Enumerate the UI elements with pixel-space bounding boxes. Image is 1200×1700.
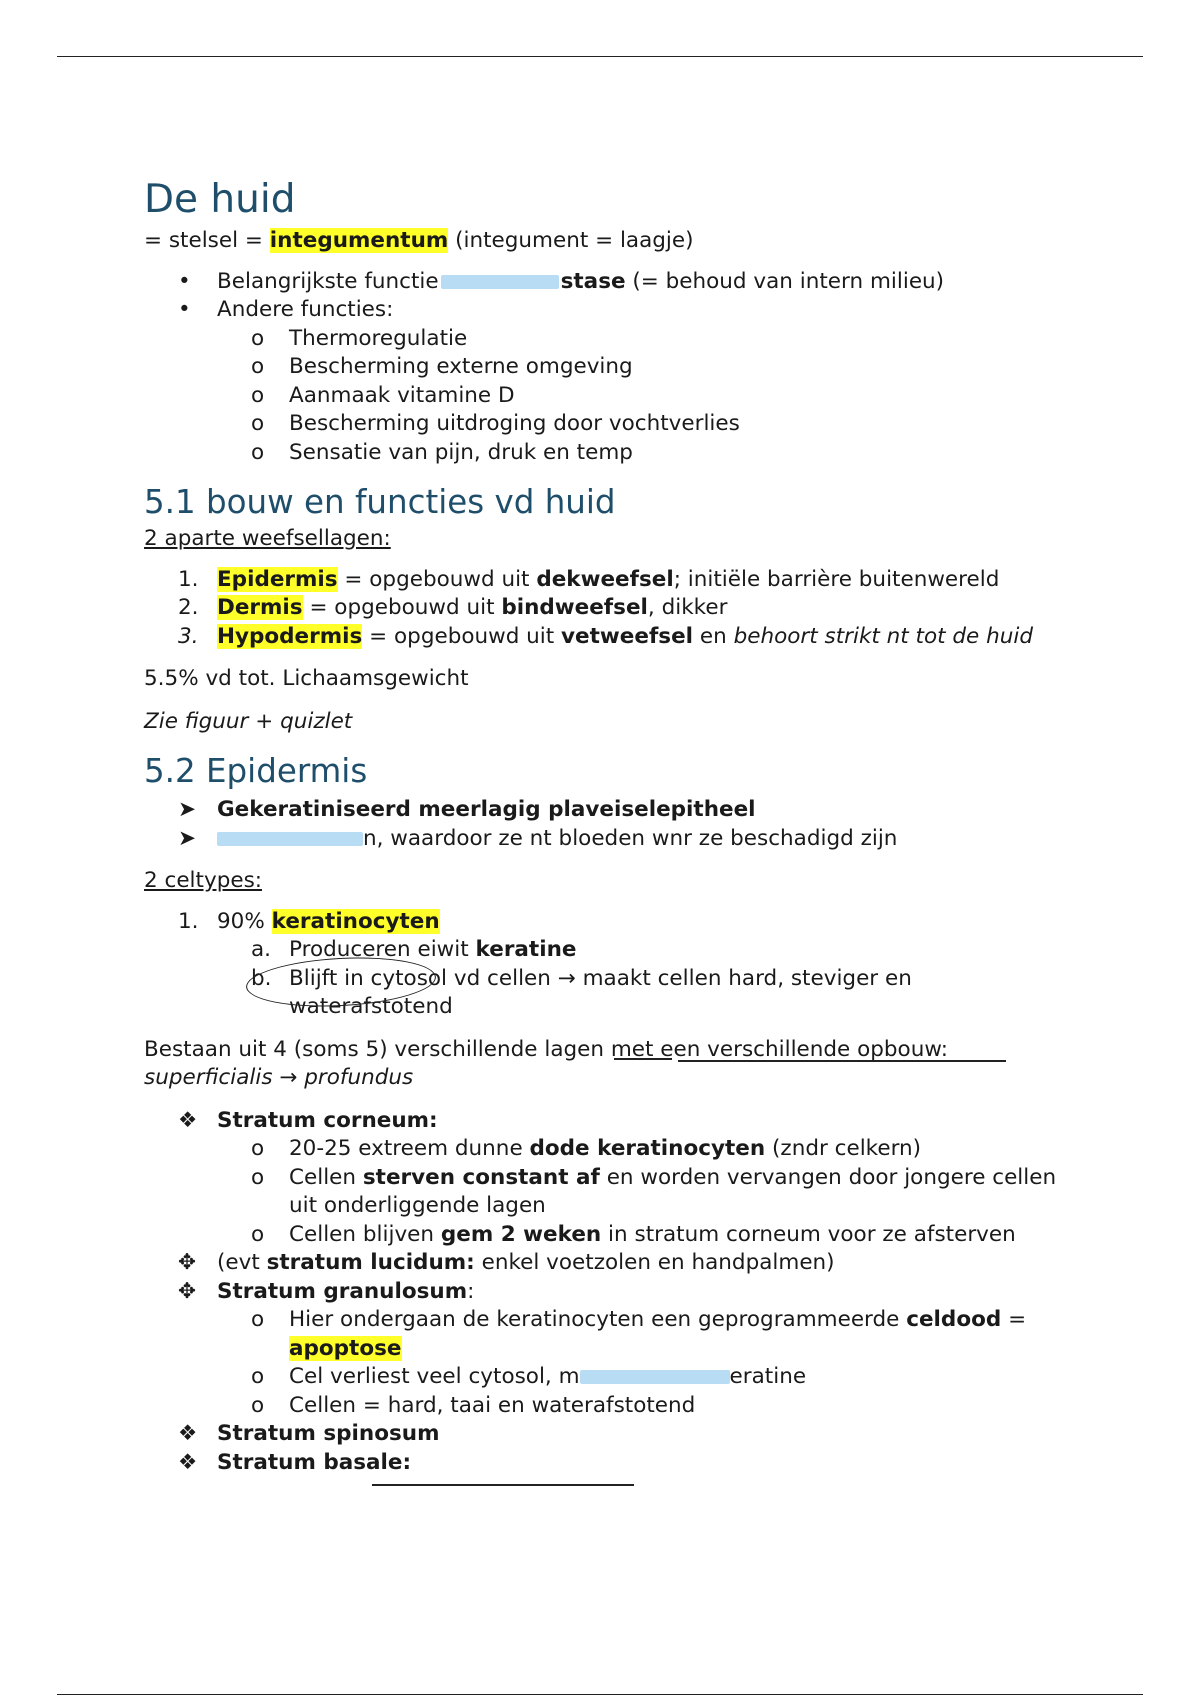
list-item: 1. Epidermis = opgebouwd uit dekweefsel; initiële barrière buitenwereld — [178, 566, 1000, 592]
section-heading: 5.1 bouw en functies vd huid — [144, 483, 616, 521]
arrow-list — [144, 796, 1074, 853]
list-item: o Cellen = hard, taai en waterafstotend — [251, 1392, 696, 1418]
subheading: 2 aparte weefsellagen: — [144, 526, 391, 551]
list-item: o Bescherming uitdroging door vochtverlies — [251, 411, 740, 436]
layers-list — [144, 566, 1074, 652]
header-rule — [57, 56, 1143, 57]
list-item: ➤ n, waardoor ze nt bloeden wnr ze beschadigd zijn — [178, 825, 898, 851]
list-item: 1. 90% keratinocyten a. Produceren eiwit keratine b. Blijft in cytosol vd cellen → maakt cellen hard, steviger en waterafstotend — [144, 908, 1074, 1022]
list-item: o Hier ondergaan de keratinocyten een geprogrammeerde celdood = apoptose — [251, 1307, 1027, 1361]
list-item: b. Blijft in cytosol vd cellen → maakt cellen hard, steviger en waterafstotend — [251, 965, 912, 1019]
list-item: ❖ Stratum corneum: o 20-25 extreem dunne dode keratinocyten (zndr celkern) o Cellen sterven constant af en worden vervangen door jongere cellen uit onderliggende lagen o Cellen blijven gem 2 weken in stratum corneum voor ze afsterven — [144, 1107, 1074, 1250]
hand-drawn-underline — [372, 1484, 634, 1486]
list-item: o Cellen sterven constant af en worden vervangen door jongere cellen uit onderliggende lagen — [251, 1164, 1057, 1218]
redacted-blur — [441, 275, 559, 289]
list-item: ❖ Stratum basale: — [178, 1449, 412, 1475]
highlight-apoptose: apoptose — [289, 1335, 402, 1361]
list-item: ✥ (evt stratum lucidum: enkel voetzolen en handpalmen) — [178, 1250, 835, 1275]
figure-note: Zie figuur + quizlet — [144, 708, 353, 734]
list-item: o 20-25 extreem dunne dode keratinocyten (zndr celkern) — [251, 1136, 922, 1161]
document-body — [144, 175, 1074, 1477]
list-item: ❖ Stratum spinosum — [178, 1421, 440, 1446]
hand-drawn-underline — [678, 1060, 1006, 1062]
layers-intro: Bestaan uit 4 (soms 5) verschillende lagen met een verschillende opbouw: superficialis → profundus — [144, 1036, 948, 1090]
redacted-blur — [580, 1370, 730, 1384]
list-item: • Belangrijkste functie stase (= behoud van intern milieu) — [178, 268, 945, 294]
intro-line: = stelsel = integumentum (integument = laagje) — [144, 228, 694, 253]
hand-drawn-underline — [614, 1058, 672, 1060]
section-heading: 5.2 Epidermis — [144, 752, 368, 790]
list-item: o Thermoregulatie — [251, 325, 468, 351]
list-item: 3. Hypodermis = opgebouwd uit vetweefsel en behoort strikt nt tot de huid — [178, 623, 1033, 649]
redacted-blur — [217, 832, 363, 846]
functions-list — [217, 325, 1074, 468]
list-item: o Bescherming externe omgeving — [251, 354, 633, 379]
main-bullet-list — [144, 268, 1074, 468]
list-item: • Andere functies: o Thermoregulatie o Bescherming externe omgeving o Aanmaak vitamine D o Bescherming uitdroging door vochtverlies o Sensatie van pijn, druk en temp — [144, 296, 1074, 467]
footer-rule — [57, 1694, 1143, 1695]
weight-note: 5.5% vd tot. Lichaamsgewicht — [144, 666, 469, 691]
granulosum-sublist — [217, 1306, 1074, 1420]
list-item: ✥ Stratum granulosum: o Hier ondergaan de keratinocyten een geprogrammeerde celdood = apoptose o Cel verliest veel cytosol, m eratine o Cellen = hard, taai en waterafstotend — [144, 1278, 1074, 1421]
list-item: a. Produceren eiwit keratine — [251, 937, 577, 962]
page-title: De huid — [144, 177, 296, 222]
highlight-integumentum: integumentum — [269, 228, 449, 253]
list-item: o Sensatie van pijn, druk en temp — [251, 439, 633, 465]
corneum-sublist — [217, 1135, 1074, 1249]
list-item: 2. Dermis = opgebouwd uit bindweefsel, dikker — [178, 595, 728, 620]
list-item: ➤ Gekeratiniseerd meerlagig plaveiselepitheel — [178, 797, 756, 822]
celltypes-label: 2 celtypes: — [144, 868, 263, 893]
list-item: o Cellen blijven gem 2 weken in stratum corneum voor ze afsterven — [251, 1221, 1016, 1247]
list-item: o Aanmaak vitamine D — [251, 382, 515, 408]
list-item: o Cel verliest veel cytosol, m eratine — [251, 1364, 807, 1389]
highlight-keratinocyten: keratinocyten — [271, 908, 440, 934]
strata-list — [144, 1107, 1074, 1478]
